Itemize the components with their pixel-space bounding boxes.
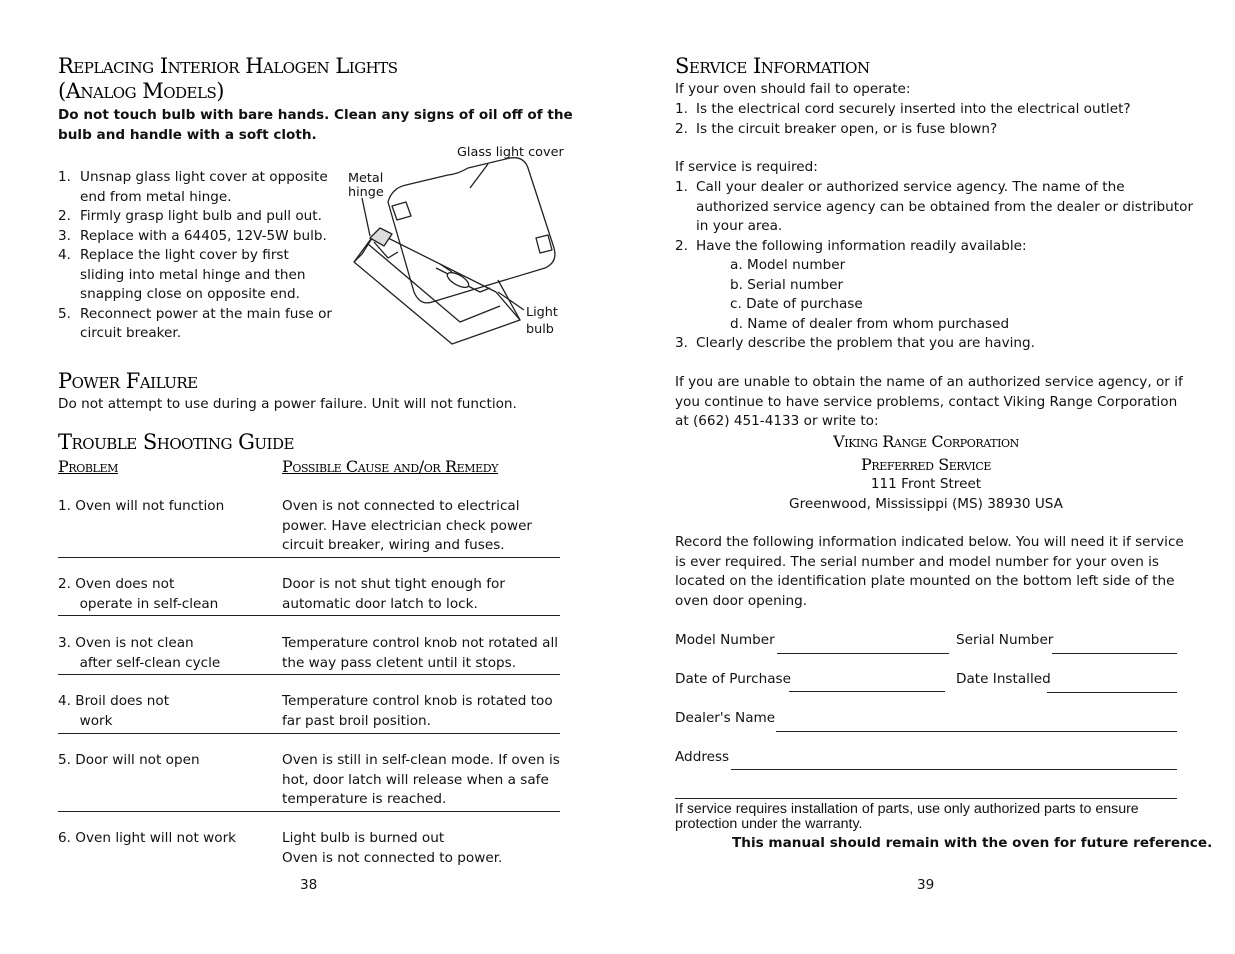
halogen-title-line1: Replacing Interior Halogen Lights	[58, 54, 398, 78]
cause-text: power. Have electrician check power	[282, 517, 533, 534]
cause-cell	[282, 634, 560, 673]
row-divider	[58, 811, 560, 812]
page-number-left: 38	[300, 877, 318, 893]
problem-text: 6. Oven light will not work	[58, 830, 237, 846]
problem-text: 5. Door will not open	[58, 752, 200, 768]
list-item-text: Replace the light cover by first	[80, 247, 289, 263]
record-line: located on the identification plate mounted on the bottom left side of the	[675, 573, 1175, 589]
list-item-number: 3.	[675, 335, 688, 351]
list-item-number: 1.	[675, 179, 688, 195]
row-divider	[58, 674, 560, 675]
cause-text: Temperature control knob is rotated too	[282, 693, 553, 709]
cause-text: circuit breaker, wiring and fuses.	[282, 537, 505, 553]
list-item	[675, 178, 1195, 237]
service-checks-list	[675, 100, 1185, 139]
list-item-text: Is the electrical cord securely inserted into the electrical outlet?	[696, 101, 1131, 117]
problem-cell	[58, 751, 280, 771]
diagram-label-bulb-1: Light	[526, 305, 558, 320]
halogen-warning-line2: bulb and handle with a soft cloth.	[58, 127, 317, 143]
page-number-right: 39	[917, 877, 935, 893]
list-item-text: Firmly grasp light bulb and pull out.	[80, 208, 322, 224]
list-item-text: sliding into metal hinge and then	[80, 266, 306, 283]
address-field[interactable]	[731, 769, 1177, 770]
diagram-label-hinge-1: Metal	[348, 171, 384, 186]
list-item-number: 2.	[58, 208, 71, 224]
cause-cell	[282, 829, 560, 868]
metal-hinge-shape	[370, 228, 392, 246]
row-divider	[58, 615, 560, 616]
list-item	[58, 246, 348, 305]
list-item	[675, 237, 1195, 257]
address-field-line-2[interactable]	[675, 798, 1177, 799]
list-item-text: Is the circuit breaker open, or is fuse blown?	[696, 120, 998, 137]
list-item	[58, 207, 348, 227]
service-required-label: If service is required:	[675, 159, 818, 175]
cover-notch-right	[536, 235, 552, 253]
problem-text: 3. Oven is not clean	[58, 635, 194, 651]
contact-paragraph	[675, 373, 1183, 432]
problem-cell	[58, 634, 280, 673]
list-item	[58, 305, 348, 344]
list-item	[58, 168, 348, 207]
problem-text: 4. Broil does not	[58, 693, 170, 709]
leader-cover	[470, 164, 488, 188]
problem-text: 2. Oven does not	[58, 576, 175, 592]
list-item-text: circuit breaker.	[80, 325, 182, 341]
info-item: d. Name of dealer from whom purchased	[730, 315, 1010, 332]
model-number-label: Model Number	[675, 632, 775, 648]
info-item: c. Date of purchase	[730, 296, 863, 312]
cause-text: Oven is still in self-clean mode. If oven is	[282, 752, 560, 768]
date-installed-label: Date Installed	[956, 671, 1051, 687]
list-item-text: Unsnap glass light cover at opposite	[80, 169, 328, 185]
list-item-text: in your area.	[696, 218, 783, 234]
cover-notch-left	[392, 202, 411, 220]
trouble-shooting-title: Trouble Shooting Guide	[58, 430, 294, 454]
list-item-text: Have the following information readily available:	[696, 237, 1027, 254]
diagram-label-hinge-2: hinge	[348, 185, 384, 200]
contact-line: you continue to have service problems, contact Viking Range Corporation	[675, 393, 1178, 410]
problem-cell	[58, 692, 280, 731]
service-intro: If your oven should fail to operate:	[675, 81, 911, 97]
record-line: Record the following information indicated below. You will need it if service	[675, 534, 1184, 550]
dealer-name-label: Dealer's Name	[675, 710, 776, 726]
address-label: Address	[675, 749, 730, 765]
list-item-number: 3.	[58, 227, 71, 244]
parts-notice-line2: protection under the warranty.	[675, 816, 863, 832]
list-item	[675, 120, 1185, 140]
company-department: Preferred Service	[860, 455, 992, 474]
info-item: b. Serial number	[730, 276, 844, 293]
halogen-steps-list	[58, 168, 348, 344]
column-header-cause: Possible Cause and/or Remedy	[282, 457, 499, 476]
halogen-light-diagram	[340, 150, 570, 350]
list-item-text: Clearly describe the problem that you are having.	[696, 335, 1035, 351]
problem-cell	[58, 497, 280, 517]
glass-cover-shape	[388, 158, 555, 303]
list-item-number: 4.	[58, 247, 71, 263]
contact-line: at (662) 451-4133 or write to:	[675, 413, 879, 429]
record-paragraph	[675, 533, 1184, 611]
problem-text: after self-clean cycle	[58, 654, 221, 671]
cause-text: Temperature control knob not rotated all	[282, 635, 559, 651]
cause-cell	[282, 692, 560, 731]
halogen-title-line2: (Analog Models)	[58, 79, 224, 103]
keep-manual-notice: This manual should remain with the oven for future reference.	[732, 835, 1213, 851]
cause-text: far past broil position.	[282, 712, 431, 729]
model-number-field[interactable]	[777, 653, 949, 654]
problem-text: operate in self-clean	[58, 595, 219, 612]
problem-text: work	[58, 712, 113, 729]
power-failure-title: Power Failure	[58, 369, 198, 393]
halogen-warning-line1: Do not touch bulb with bare hands. Clean any signs of oil off of the	[58, 107, 573, 123]
service-steps-list	[675, 178, 1195, 256]
list-item-text: Call your dealer or authorized service agency. The name of the	[696, 179, 1125, 195]
cause-text: automatic door latch to lock.	[282, 595, 478, 612]
list-item-number: 1.	[675, 101, 688, 117]
list-item-number: 1.	[58, 169, 71, 185]
cause-text: the way pass cletent until it stops.	[282, 654, 517, 671]
cause-cell	[282, 575, 560, 614]
row-divider	[58, 733, 560, 734]
list-item-text: authorized service agency can be obtained from the dealer or distributor	[696, 198, 1194, 215]
diagram-label-glass-cover: Glass light cover	[457, 145, 564, 160]
dealer-name-field[interactable]	[776, 731, 1177, 732]
cause-text: hot, door latch will release when a safe	[282, 771, 549, 788]
record-line: is ever required. The serial number and model number for your oven is	[675, 553, 1160, 570]
service-info-title: Service Information	[675, 54, 870, 78]
address-street: 111 Front Street	[870, 476, 982, 492]
cause-cell	[282, 751, 560, 810]
record-line: oven door opening.	[675, 592, 808, 609]
column-header-problem: Problem	[58, 457, 118, 476]
list-item-number: 5.	[58, 305, 71, 322]
cause-text: Door is not shut tight enough for	[282, 576, 505, 592]
date-purchase-field[interactable]	[789, 691, 945, 692]
serial-number-label: Serial Number	[956, 632, 1054, 648]
date-installed-field[interactable]	[1047, 692, 1177, 693]
cause-cell	[282, 497, 560, 556]
contact-line: If you are unable to obtain the name of an authorized service agency, or if	[675, 374, 1183, 390]
housing-inner	[368, 244, 500, 322]
company-name: Viking Range Corporation	[833, 432, 1019, 451]
leader-hinge	[362, 198, 370, 236]
problem-text: 1. Oven will not function	[58, 498, 225, 514]
leader-bulb	[498, 292, 524, 310]
parts-notice-line1: If service requires installation of parts, use only authorized parts to ensure	[675, 801, 1139, 817]
problem-cell	[58, 829, 280, 849]
hinge-clip	[374, 242, 398, 258]
cause-text: Oven is not connected to power.	[282, 849, 503, 866]
list-item	[58, 227, 348, 247]
info-item: a. Model number	[730, 257, 846, 273]
cause-text: Light bulb is burned out	[282, 830, 445, 846]
list-item	[675, 100, 1185, 120]
list-item-text: end from metal hinge.	[80, 188, 232, 205]
list-item-number: 2.	[675, 237, 688, 254]
list-item-number: 2.	[675, 120, 688, 137]
date-purchase-label: Date of Purchase	[675, 671, 791, 687]
list-item-text: Reconnect power at the main fuse or	[80, 305, 333, 322]
cause-text: Oven is not connected to electrical	[282, 498, 520, 514]
power-failure-text: Do not attempt to use during a power failure. Unit will not function.	[58, 396, 517, 412]
serial-number-field[interactable]	[1052, 653, 1177, 654]
problem-cell	[58, 575, 280, 614]
row-divider	[58, 557, 560, 558]
address-city: Greenwood, Mississippi (MS) 38930 USA	[789, 496, 1063, 512]
info-items-list	[730, 256, 1009, 334]
housing-outer	[354, 232, 520, 344]
list-item-text: snapping close on opposite end.	[80, 286, 300, 302]
cause-text: temperature is reached.	[282, 791, 447, 807]
list-item-text: Replace with a 64405, 12V-5W bulb.	[80, 227, 327, 244]
diagram-label-bulb-2: bulb	[526, 322, 554, 337]
